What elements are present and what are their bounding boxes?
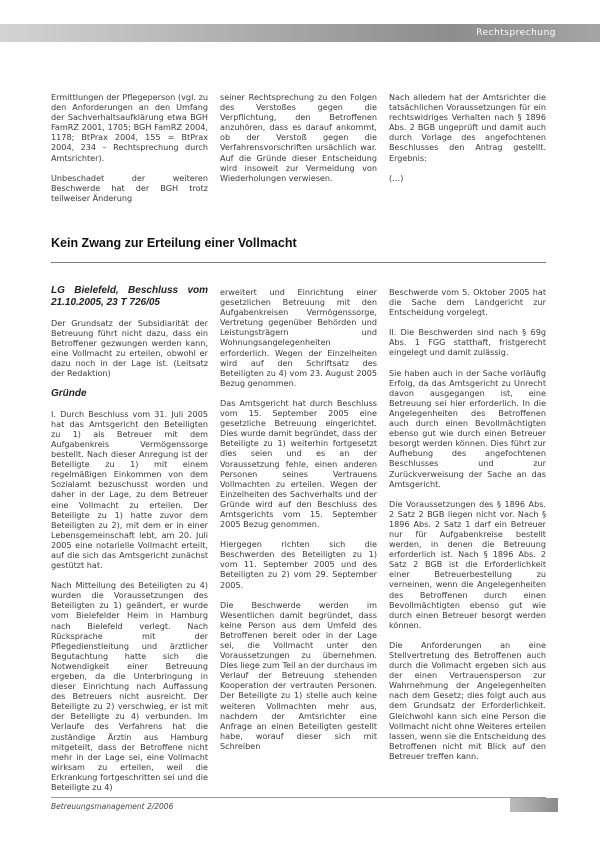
top-column-1	[51, 92, 208, 213]
article-title: Kein Zwang zur Erteilung einer Vollmacht	[51, 236, 297, 250]
paragraph: I. Durch Beschluss vom 31. Juli 2005 hat das Amtsgericht den Beteiligten zu 1) als Betreuer mit dem Aufgabenkreis Vermögenssorge bestellt. Nach dieser Anregung ist der Beteiligte zu 1) mit einem regelmäßigen Einkommen von dem Sozialamt bezuschusst worden und daher in der Lage, zu dem Betreuer eine Vollmacht zu erteilen. Der Beteiligte zu 1) hatte zuvor dem Beteiligten zu 2), mit dem er in einer Lebensgemeinschaft lebt, am 20. Juli 2005 eine notarielle Vollmacht erteilt, auf die sich das Amtsgericht zunächst gestützt hat.	[51, 408, 208, 571]
section-label: Rechtsprechung	[476, 28, 556, 38]
paragraph: Das Amtsgericht hat durch Beschluss vom 15. September 2005 eine gesetzliche Betreuung eingerichtet. Dies wurde damit begründet, dass der Beteiligte zu 1) weiterhin fortgesetzt dies seien und es an der Voraussetzung fehle, einen anderen Personen seines Vertrauens Vollmachten zu erteilen. Wegen der Einzelheiten des Sachverhalts und der Gründe wird auf den Beschluss des Amtsgerichts vom 15. September 2005 Bezug genommen.	[220, 397, 377, 530]
article-column-2	[220, 287, 377, 761]
page-tab-marker	[510, 798, 558, 812]
paragraph: Die Anforderungen an eine Stellvertretung des Betroffenen auch durch die Vollmacht ergeben sich aus der einen Vertrauensperson zur Wahrnehmung der Angelegenheiten nach dem Gesetz; dies folgt auch aus dem Grundsatz der Erforderlichkeit. Gleichwohl kann sich eine Person die Vollmacht nicht ohne Weiteres erteilen lassen, wenn sie die Entscheidung des Betroffenen nicht mit Blick auf den Betreuer treffen kann.	[389, 639, 546, 761]
paragraph: Die Beschwerde werden im Wesentlichen damit begründet, dass keine Person aus dem Umfeld des Betroffenen bereit oder in der Lage sei, die Vollmacht unter den Voraussetzungen zu übernehmen. Dies liege zum Teil an der durchaus im Verlauf der Betreuung stehenden Kooperation der vertrauten Personen. Der Beteiligte zu 1) stelle auch keine weiteren Vollmachten mehr aus, nachdem der Amtsrichter eine Anfrage an einen Beteiligten gestellt habe, worauf dieser sich mit Schreiben	[220, 599, 377, 751]
top-column-2	[220, 92, 377, 193]
paragraph: Sie haben auch in der Sache vorläufig Erfolg, da das Amtsgericht zu Unrecht davon ausgegangen ist, eine Betreuung sei hier erforderlich. In die Angelegenheiten des Betroffenen auch durch einen Bevollmächtigten ebenso gut wie durch einen Betreuer besorgt werden können. Dies führt zur Aufhebung des angefochtenen Beschlusses und zur Zurückverweisung der Sache an das Amtsgericht.	[389, 367, 546, 489]
article-column-3	[389, 287, 546, 771]
page-header-bar	[0, 24, 600, 42]
journal-name: Betreuungsmanagement 2/2006	[51, 802, 174, 811]
case-title: LG Bielefeld, Beschluss vom 21.10.2005, 23 T 726/05	[51, 285, 208, 308]
divider	[51, 262, 546, 263]
paragraph: Beschwerde vom 5. Oktober 2005 hat die Sache dem Landgericht zur Entscheidung vorgelegt.	[389, 287, 546, 318]
paragraph: II. Die Beschwerden sind nach § 69g Abs. 1 FGG statthaft, fristgerecht eingelegt und damit zulässig.	[389, 327, 546, 358]
paragraph: Nach alledem hat der Amtsrichter die tatsächlichen Voraussetzungen für ein rechtswidriges Verhalten nach § 1896 Abs. 2 BGB ungeprüft und damit auch durch Vorlage des angefochtenen Beschlusses den Antrag gestellt. Ergebnis:	[389, 92, 546, 163]
asterisk-mark: (…)	[389, 172, 404, 183]
reasons-heading: Gründe	[51, 387, 87, 399]
paragraph: Die Voraussetzungen des § 1896 Abs. 2 Satz 2 BGB liegen nicht vor. Nach § 1896 Abs. 2 Satz 1 darf ein Betreuer nur für Aufgabenkreise bestellt werden, in denen die Betreuung erforderlich ist. Nach § 1896 Abs. 2 Satz 2 BGB ist die Erforderlichkeit einer Betreuerbestellung zu verneinen, wenn die Angelegenheiten des Betroffenen durch einen Bevollmächtigten ebenso gut wie durch einen Betreuer besorgt werden können.	[389, 498, 546, 630]
lead-paragraph: Der Grundsatz der Subsidiarität der Betreuung führt nicht dazu, dass ein Betroffener gezwungen werden kann, eine Vollmacht zu erteilen, obwohl er dazu noch in der Lage ist. (Leitsatz der Redaktion)	[51, 318, 208, 379]
article-column-1	[51, 285, 208, 802]
paragraph: Unbeschadet der weiteren Beschwerde hat der BGH trotz teilweiser Änderung	[51, 172, 208, 203]
paragraph: Ermittlungen der Pflegeperson (vgl. zu den Anforderungen an den Umfang der Sachverhaltsaufklärung etwa BGH FamRZ 2001, 1705; BGH FamRZ 2004, 1178; BtPrax 2004, 155 = BtPrax 2004, 234 – Rechtsprechung durch Amtsrichter).	[51, 92, 208, 163]
paragraph: seiner Rechtsprechung zu den Folgen des Verstoßes gegen die Verpflichtung, den Betroffenen anzuhören, dass es darauf ankommt, ob der Verstoß gegen die Verfahrensvorschriften ursächlich war. Auf die Gründe dieser Entscheidung wird insoweit zur Vermeidung von Wiederholungen verwiesen.	[220, 92, 377, 183]
footer-divider	[51, 797, 546, 798]
paragraph: Hiergegen richten sich die Beschwerden des Beteiligten zu 1) vom 11. September 2005 und des Beteiligten zu 2) vom 29. September 2005.	[220, 539, 377, 590]
paragraph: erweitert und Einrichtung einer gesetzlichen Betreuung mit den Aufgabenkreisen Vermögenssorge, Vertretung gegenüber Behörden und Leistungsträgern und Wohnungsangelegenheiten erforderlich. Wegen der Einzelheiten wird auf den Schriftsatz des Beteiligten zu 4) vom 23. August 2005 Bezug genommen.	[220, 287, 377, 388]
top-column-3	[389, 92, 546, 193]
paragraph: Nach Mitteilung des Beteiligten zu 4) wurden die Voraussetzungen des Beteiligten zu 1) geändert, er wurde vom Bielefelder Heim in Hamburg nach Bielefeld verlegt. Nach Rücksprache mit der Pflegedienstleitung und ärztlicher Begutachtung hatte sich die Notwendigkeit einer Betreuung ergeben, da die Unterbringung in dieser Einrichtung nach Auffassung des Betreuers nicht ausreicht. Der Beteiligte zu 2) verschwieg, er ist mit der Beteiligte zu 4) verbunden. Im Verlaufe des Verfahrens hat die zuständige Ärztin aus Hamburg mitgeteilt, dass der Betroffene nicht mehr in der Lage sei, eine Vollmacht wirksam zu erteilen, weil die Erkrankung fortgeschritten sei und die Beteiligte zu 4)	[51, 580, 208, 793]
